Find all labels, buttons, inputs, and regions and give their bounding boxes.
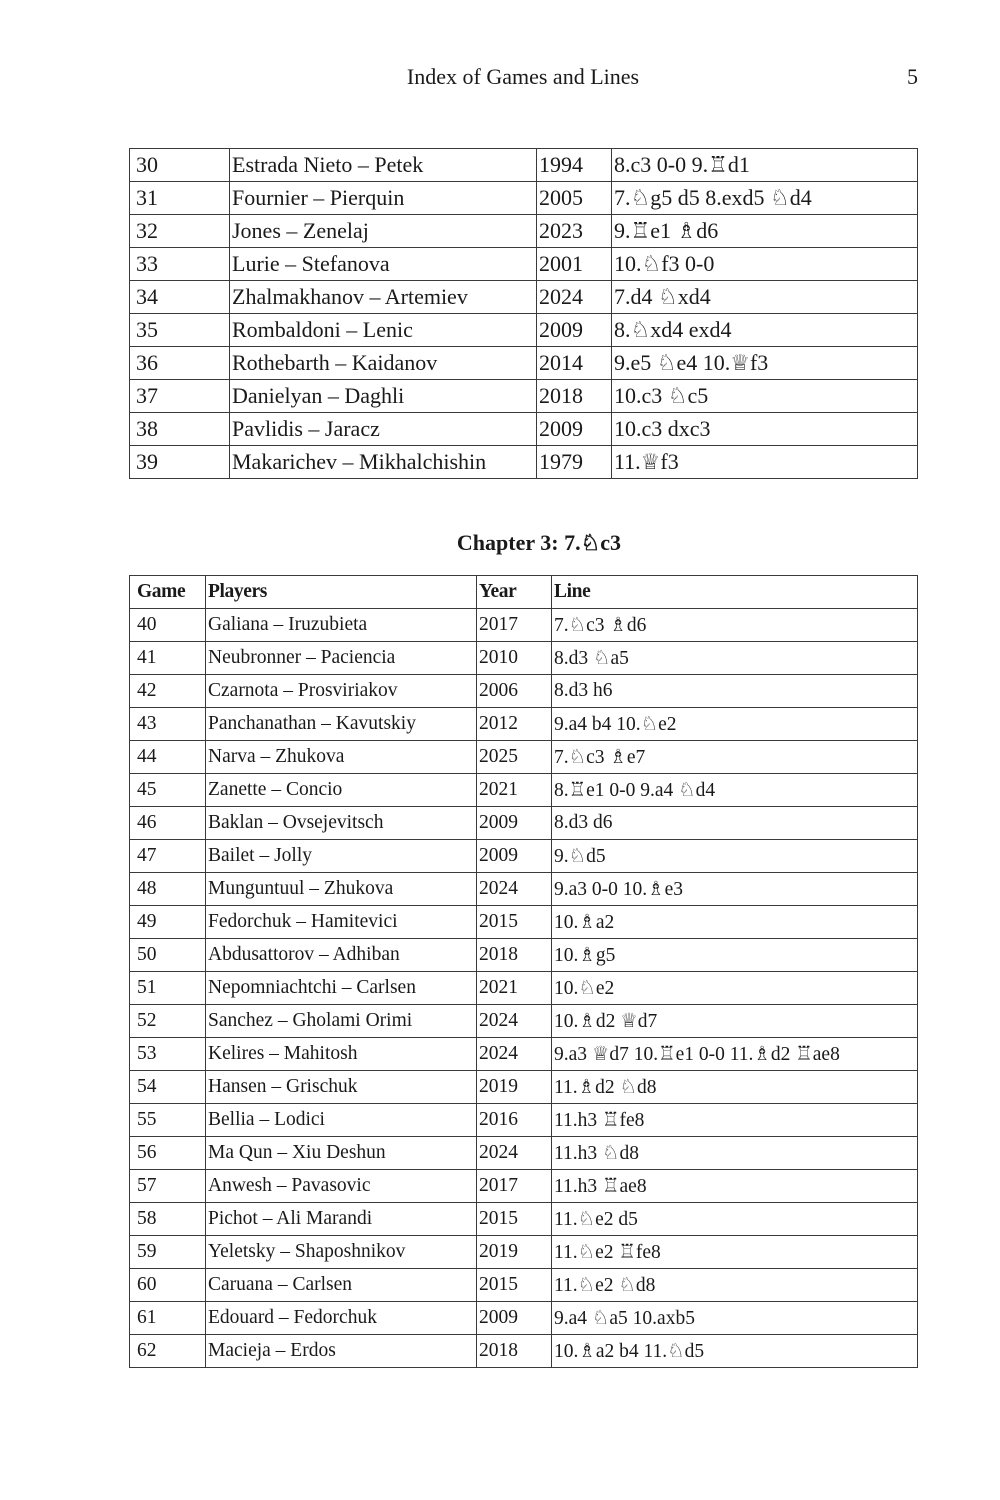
year-cell: 2009 [477,807,552,840]
game-number-cell: 55 [130,1104,206,1137]
table-row [130,380,918,413]
opening-line-cell: 7.♘g5 d5 8.exd5 ♘d4 [612,182,918,215]
table-row [130,708,918,741]
table-row [130,413,918,446]
players-cell: Danielyan – Daghli [230,380,537,413]
game-number-cell: 57 [130,1170,206,1203]
players-cell: Panchanathan – Kavutskiy [206,708,477,741]
opening-line-cell: 10.♗d2 ♕d7 [552,1005,918,1038]
year-cell: 2017 [477,609,552,642]
opening-line-cell: 7.♘c3 ♗d6 [552,609,918,642]
column-header-year: Year [477,576,552,609]
game-number-cell: 60 [130,1269,206,1302]
game-number-cell: 47 [130,840,206,873]
year-cell: 2018 [477,939,552,972]
column-header-players: Players [206,576,477,609]
game-number-cell: 35 [130,314,230,347]
opening-line-cell: 8.d3 h6 [552,675,918,708]
game-number-cell: 52 [130,1005,206,1038]
table-row [130,1236,918,1269]
game-number-cell: 62 [130,1335,206,1368]
players-cell: Nepomniachtchi – Carlsen [206,972,477,1005]
page-number: 5 [907,64,918,89]
players-cell: Pichot – Ali Marandi [206,1203,477,1236]
players-cell: Rombaldoni – Lenic [230,314,537,347]
game-number-cell: 41 [130,642,206,675]
opening-line-cell: 9.a3 0-0 10.♗e3 [552,873,918,906]
table-row [130,248,918,281]
game-number-cell: 38 [130,413,230,446]
players-cell: Sanchez – Gholami Orimi [206,1005,477,1038]
year-cell: 2023 [537,215,612,248]
players-cell: Zanette – Concio [206,774,477,807]
table-row [130,1302,918,1335]
opening-line-cell: 7.♘c3 ♗e7 [552,741,918,774]
opening-line-cell: 8.♖e1 0-0 9.a4 ♘d4 [552,774,918,807]
opening-line-cell: 11.♕f3 [612,446,918,479]
table-row [130,609,918,642]
opening-line-cell: 9.♘d5 [552,840,918,873]
opening-line-cell: 10.c3 dxc3 [612,413,918,446]
year-cell: 2009 [477,840,552,873]
players-cell: Hansen – Grischuk [206,1071,477,1104]
table-row [130,906,918,939]
players-cell: Zhalmakhanov – Artemiev [230,281,537,314]
year-cell: 2024 [477,873,552,906]
year-cell: 2021 [477,774,552,807]
game-number-cell: 46 [130,807,206,840]
year-cell: 2005 [537,182,612,215]
year-cell: 2010 [477,642,552,675]
year-cell: 1994 [537,149,612,182]
opening-line-cell: 8.d3 d6 [552,807,918,840]
opening-line-cell: 9.e5 ♘e4 10.♕f3 [612,347,918,380]
players-cell: Lurie – Stefanova [230,248,537,281]
table-row [130,642,918,675]
players-cell: Narva – Zhukova [206,741,477,774]
table-header-row [130,576,918,609]
table-row [130,840,918,873]
players-cell: Bailet – Jolly [206,840,477,873]
chapter-heading: Chapter 3: 7.♘c3 [456,530,622,555]
players-cell: Anwesh – Pavasovic [206,1170,477,1203]
opening-line-cell: 9.a3 ♕d7 10.♖e1 0-0 11.♗d2 ♖ae8 [552,1038,918,1071]
game-number-cell: 50 [130,939,206,972]
players-cell: Makarichev – Mikhalchishin [230,446,537,479]
opening-line-cell: 8.♘xd4 exd4 [612,314,918,347]
continued-games-table [129,148,918,479]
year-cell: 2018 [477,1335,552,1368]
players-cell: Fournier – Pierquin [230,182,537,215]
running-header [0,64,1000,94]
page-title: Index of Games and Lines [406,64,640,89]
players-cell: Neubronner – Paciencia [206,642,477,675]
table-row [130,1203,918,1236]
game-number-cell: 44 [130,741,206,774]
table-row [130,1137,918,1170]
opening-line-cell: 10.♘f3 0-0 [612,248,918,281]
players-cell: Munguntuul – Zhukova [206,873,477,906]
table-row [130,1170,918,1203]
year-cell: 2015 [477,1203,552,1236]
players-cell: Estrada Nieto – Petek [230,149,537,182]
game-number-cell: 40 [130,609,206,642]
opening-line-cell: 11.h3 ♖ae8 [552,1170,918,1203]
year-cell: 2019 [477,1236,552,1269]
players-cell: Baklan – Ovsejevitsch [206,807,477,840]
players-cell: Jones – Zenelaj [230,215,537,248]
table-row [130,939,918,972]
game-number-cell: 43 [130,708,206,741]
opening-line-cell: 11.h3 ♘d8 [552,1137,918,1170]
continued-games-body [130,149,918,479]
players-cell: Rothebarth – Kaidanov [230,347,537,380]
year-cell: 2001 [537,248,612,281]
game-number-cell: 34 [130,281,230,314]
players-cell: Galiana – Iruzubieta [206,609,477,642]
players-cell: Czarnota – Prosviriakov [206,675,477,708]
game-number-cell: 59 [130,1236,206,1269]
players-cell: Kelires – Mahitosh [206,1038,477,1071]
players-cell: Bellia – Lodici [206,1104,477,1137]
table-row [130,281,918,314]
game-number-cell: 61 [130,1302,206,1335]
table-row [130,347,918,380]
table-row [130,1104,918,1137]
players-cell: Abdusattorov – Adhiban [206,939,477,972]
opening-line-cell: 10.♘e2 [552,972,918,1005]
opening-line-cell: 11.h3 ♖fe8 [552,1104,918,1137]
opening-line-cell: 11.♘e2 ♘d8 [552,1269,918,1302]
players-cell: Macieja – Erdos [206,1335,477,1368]
players-cell: Caruana – Carlsen [206,1269,477,1302]
table-row [130,149,918,182]
year-cell: 2018 [537,380,612,413]
table-row [130,1335,918,1368]
column-header-line: Line [552,576,918,609]
table-row [130,972,918,1005]
table-row [130,1269,918,1302]
table-row [130,741,918,774]
game-number-cell: 51 [130,972,206,1005]
year-cell: 2024 [477,1005,552,1038]
game-number-cell: 54 [130,1071,206,1104]
year-cell: 2014 [537,347,612,380]
players-cell: Ma Qun – Xiu Deshun [206,1137,477,1170]
year-cell: 2019 [477,1071,552,1104]
game-number-cell: 48 [130,873,206,906]
opening-line-cell: 7.d4 ♘xd4 [612,281,918,314]
game-number-cell: 53 [130,1038,206,1071]
players-cell: Pavlidis – Jaracz [230,413,537,446]
game-number-cell: 39 [130,446,230,479]
opening-line-cell: 10.♗a2 b4 11.♘d5 [552,1335,918,1368]
opening-line-cell: 11.♘e2 ♖fe8 [552,1236,918,1269]
year-cell: 2009 [477,1302,552,1335]
year-cell: 2016 [477,1104,552,1137]
year-cell: 2015 [477,1269,552,1302]
opening-line-cell: 11.♘e2 d5 [552,1203,918,1236]
year-cell: 2009 [537,413,612,446]
year-cell: 2015 [477,906,552,939]
players-cell: Edouard – Fedorchuk [206,1302,477,1335]
table-row [130,675,918,708]
game-number-cell: 45 [130,774,206,807]
year-cell: 2012 [477,708,552,741]
table-row [130,774,918,807]
opening-line-cell: 10.♗g5 [552,939,918,972]
year-cell: 2009 [537,314,612,347]
opening-line-cell: 9.a4 ♘a5 10.axb5 [552,1302,918,1335]
game-number-cell: 42 [130,675,206,708]
year-cell: 2006 [477,675,552,708]
game-number-cell: 58 [130,1203,206,1236]
table-row [130,1005,918,1038]
game-number-cell: 49 [130,906,206,939]
game-number-cell: 36 [130,347,230,380]
game-number-cell: 56 [130,1137,206,1170]
opening-line-cell: 9.♖e1 ♗d6 [612,215,918,248]
table-row [130,215,918,248]
game-number-cell: 30 [130,149,230,182]
year-cell: 2017 [477,1170,552,1203]
table-row [130,1071,918,1104]
year-cell: 2025 [477,741,552,774]
chapter-games-table [129,575,918,1368]
game-number-cell: 33 [130,248,230,281]
opening-line-cell: 10.♗a2 [552,906,918,939]
opening-line-cell: 8.c3 0-0 9.♖d1 [612,149,918,182]
table-row [130,446,918,479]
year-cell: 1979 [537,446,612,479]
opening-line-cell: 8.d3 ♘a5 [552,642,918,675]
opening-line-cell: 10.c3 ♘c5 [612,380,918,413]
column-header-game: Game [130,576,206,609]
year-cell: 2021 [477,972,552,1005]
year-cell: 2024 [477,1137,552,1170]
game-number-cell: 37 [130,380,230,413]
chapter-games-body [130,609,918,1368]
opening-line-cell: 11.♗d2 ♘d8 [552,1071,918,1104]
players-cell: Fedorchuk – Hamitevici [206,906,477,939]
table-row [130,182,918,215]
game-number-cell: 31 [130,182,230,215]
table-row [130,1038,918,1071]
year-cell: 2024 [537,281,612,314]
table-row [130,807,918,840]
game-number-cell: 32 [130,215,230,248]
year-cell: 2024 [477,1038,552,1071]
opening-line-cell: 9.a4 b4 10.♘e2 [552,708,918,741]
table-row [130,873,918,906]
players-cell: Yeletsky – Shaposhnikov [206,1236,477,1269]
table-row [130,314,918,347]
